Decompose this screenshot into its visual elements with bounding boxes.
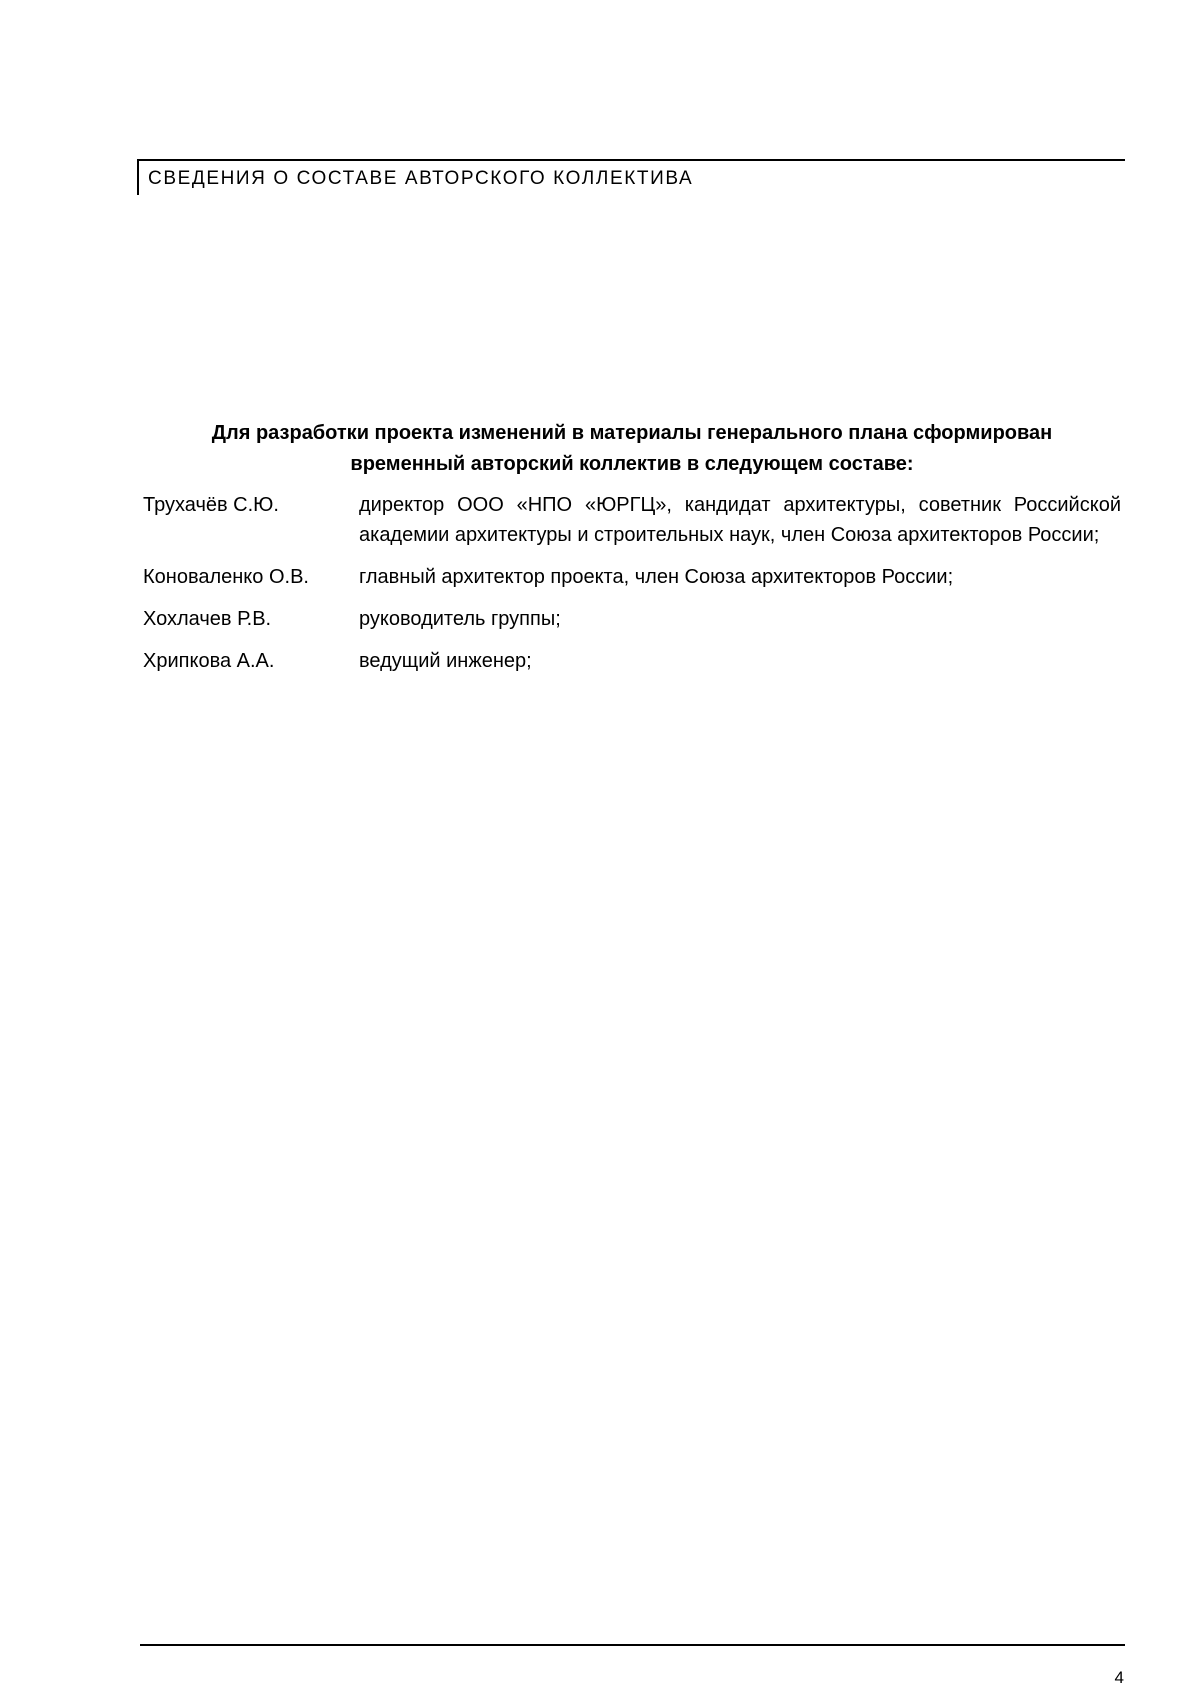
author-row xyxy=(143,562,1121,592)
section-header xyxy=(137,159,1125,195)
section-title: СВЕДЕНИЯ О СОСТАВЕ АВТОРСКОГО КОЛЛЕКТИВА xyxy=(148,168,694,189)
author-row xyxy=(143,604,1121,634)
author-name: Трухачёв С.Ю. xyxy=(143,494,279,516)
footer-divider xyxy=(140,1644,1125,1646)
author-role: ведущий инженер; xyxy=(359,650,532,672)
author-name: Хрипкова А.А. xyxy=(143,650,275,672)
intro-paragraph xyxy=(140,418,1124,480)
author-name: Хохлачев Р.В. xyxy=(143,608,272,630)
author-name: Коноваленко О.В. xyxy=(143,566,309,588)
author-role: главный архитектор проекта, член Союза архитекторов России; xyxy=(359,566,954,588)
author-row xyxy=(143,646,1121,676)
page-number: 4 xyxy=(1114,1668,1124,1687)
author-row xyxy=(143,490,1121,550)
author-role: руководитель группы; xyxy=(359,608,561,630)
author-role: директор ООО «НПО «ЮРГЦ», кандидат архитектуры, советник Российской академии архитектуры и строительных наук, член Союза архитекторов России; xyxy=(359,494,1121,546)
authors-list xyxy=(143,490,1121,688)
intro-line-2: временный авторский коллектив в следующем составе: xyxy=(350,453,914,475)
intro-line-1: Для разработки проекта изменений в материалы генерального плана сформирован xyxy=(211,422,1053,444)
